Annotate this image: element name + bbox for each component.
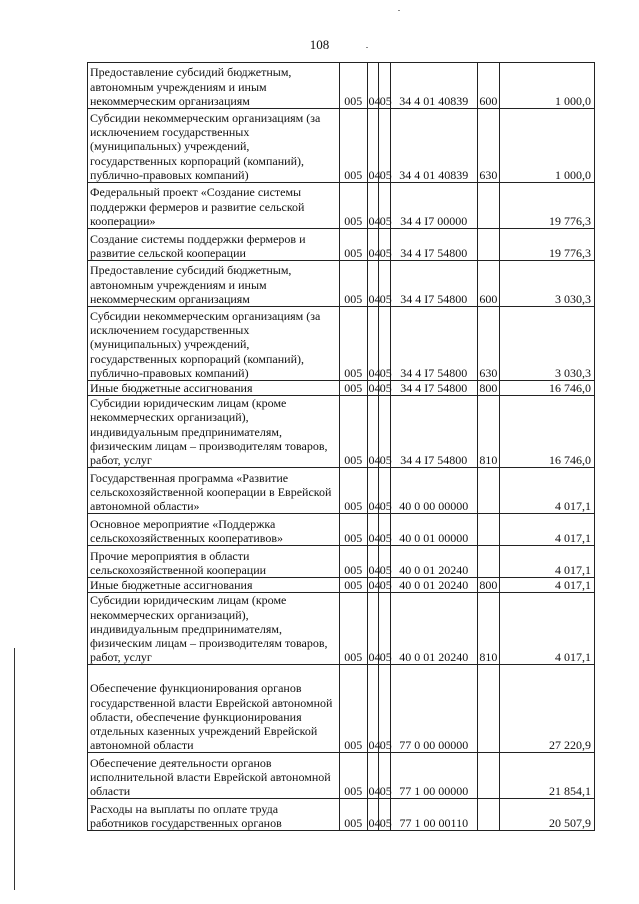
subsection-code: 05 (378, 229, 390, 261)
expense-type-code (477, 799, 499, 831)
subsection-code: 05 (378, 183, 390, 229)
amount: 3 030,3 (500, 261, 595, 307)
admin-code: 005 (339, 514, 367, 546)
section-code: 04 (367, 63, 378, 109)
table-row (88, 183, 595, 229)
table-row (88, 578, 595, 593)
budget-table-body (88, 63, 595, 831)
row-name: Обеспечение деятельности органов исполнительной власти Еврейской автономной области (88, 753, 340, 799)
section-code: 04 (368, 381, 381, 395)
amount: 3 030,3 (500, 307, 595, 381)
admin-code: 005 (339, 593, 367, 665)
row-name: Государственная программа «Развитие сельскохозяйственной кооперации в Еврейской автономной области» (88, 468, 340, 514)
table-row (88, 229, 595, 261)
table-row (88, 381, 595, 396)
row-name: Иные бюджетные ассигнования (88, 381, 340, 396)
admin-code: 005 (339, 546, 367, 578)
amount: 21 854,1 (500, 753, 595, 799)
amount: 1 000,0 (500, 109, 595, 183)
target-article-code: 34 4 01 40839 (390, 109, 477, 183)
subsection-code: 05 (378, 753, 390, 799)
row-name: Прочие мероприятия в области сельскохозяйственной кооперации (88, 546, 340, 578)
subsection-code: 05 (378, 546, 390, 578)
amount: 1 000,0 (500, 63, 595, 109)
table-row (88, 109, 595, 183)
subsection-code: 05 (378, 261, 390, 307)
section-code: 04 (367, 593, 378, 665)
section-code: 04 (367, 109, 378, 183)
expense-type-code: 810 (477, 593, 499, 665)
target-article-code: 34 4 I7 00000 (390, 183, 477, 229)
section-code: 04 (367, 665, 378, 753)
admin-code: 005 (339, 396, 367, 468)
subsection-code: 05 (378, 799, 390, 831)
table-row (88, 546, 595, 578)
section-code: 04 (367, 546, 378, 578)
target-article-code: 77 1 00 00000 (390, 753, 477, 799)
page-number: 108 (309, 37, 330, 52)
subsection-code: 05 (378, 396, 390, 468)
target-article-code: 40 0 00 00000 (390, 468, 477, 514)
target-article-code: 77 0 00 00000 (390, 665, 477, 753)
expense-type-code: 600 (477, 261, 499, 307)
admin-code: 005 (339, 307, 367, 381)
admin-code: 005 (339, 799, 367, 831)
expense-type-code: 630 (477, 109, 499, 183)
scan-speck (366, 47, 368, 48)
expense-type-code (477, 546, 499, 578)
expense-type-code: 600 (477, 63, 499, 109)
expense-type-code: 810 (477, 396, 499, 468)
row-name: Федеральный проект «Создание системы поддержки фермеров и развитие сельской кооперации» (88, 183, 340, 229)
row-name: Расходы на выплаты по оплате труда работников государственных органов (88, 799, 340, 831)
row-name: Иные бюджетные ассигнования (88, 578, 340, 593)
section-code: 04 (367, 396, 378, 468)
scan-speck (398, 10, 400, 11)
expense-type-code (477, 753, 499, 799)
row-name: Предоставление субсидий бюджетным, автономным учреждениям и иным некоммерческим организациям (88, 63, 340, 109)
expense-type-code: 800 (477, 578, 499, 593)
table-row (88, 753, 595, 799)
amount: 4 017,1 (500, 468, 595, 514)
expense-type-code (477, 468, 499, 514)
target-article-code: 40 0 01 20240 (390, 593, 477, 665)
admin-code: 005 (339, 63, 367, 109)
subsection-code: 05 (379, 578, 392, 593)
admin-code: 005 (339, 753, 367, 799)
admin-code: 005 (339, 665, 367, 753)
row-name: Основное мероприятие «Поддержка сельскохозяйственных кооперативов» (88, 514, 340, 546)
row-name: Обеспечение функционирования органов государственной власти Еврейской автономной области, обеспечение функционирования отдельных казенных учреждений Еврейской автономной области (88, 665, 340, 753)
section-code: 04 (367, 261, 378, 307)
admin-code: 005 (339, 468, 367, 514)
subsection-code: 05 (378, 665, 390, 753)
section-code: 04 (367, 468, 378, 514)
target-article-code: 40 0 01 20240 (390, 578, 477, 593)
subsection-code: 05 (378, 514, 390, 546)
row-name: Предоставление субсидий бюджетным, автономным учреждениям и иным некоммерческим организациям (88, 261, 340, 307)
target-article-code: 34 4 I7 54800 (390, 229, 477, 261)
amount: 4 017,1 (500, 578, 595, 593)
expense-type-code (477, 514, 499, 546)
amount: 4 017,1 (500, 546, 595, 578)
amount: 27 220,9 (500, 665, 595, 753)
row-name: Субсидии некоммерческим организациям (за исключением государственных (муниципальных) учреждений, государственных корпораций (компаний), публично-правовых компаний) (88, 109, 340, 183)
admin-code: 005 (339, 261, 367, 307)
table-row (88, 593, 595, 665)
target-article-code: 77 1 00 00110 (390, 799, 477, 831)
subsection-code: 05 (378, 468, 390, 514)
target-article-code: 40 0 01 20240 (390, 546, 477, 578)
table-row (88, 261, 595, 307)
section-code: 04 (367, 183, 378, 229)
target-article-code: 34 4 I7 54800 (390, 307, 477, 381)
table-row (88, 665, 595, 753)
target-article-code: 34 4 I7 54800 (390, 381, 477, 396)
amount: 16 746,0 (500, 396, 595, 468)
scan-margin-line (14, 648, 15, 890)
admin-code: 005 (339, 578, 367, 593)
expense-type-code (477, 183, 499, 229)
section-code: 04 (367, 753, 378, 799)
subsection-code: 05 (379, 381, 392, 395)
target-article-code: 34 4 01 40839 (390, 63, 477, 109)
table-row (88, 396, 595, 468)
amount: 20 507,9 (500, 799, 595, 831)
budget-table (87, 62, 595, 831)
table-row (88, 514, 595, 546)
row-name: Субсидии юридическим лицам (кроме некоммерческих организаций), индивидуальным предпринимателям, физическим лицам – производителям товаров, работ, услуг (88, 593, 340, 665)
target-article-code: 34 4 I7 54800 (390, 396, 477, 468)
admin-code: 005 (339, 183, 367, 229)
subsection-code: 05 (378, 109, 390, 183)
subsection-code: 05 (378, 307, 390, 381)
admin-code: 005 (339, 381, 367, 396)
section-code: 04 (367, 307, 378, 381)
expense-type-code: 630 (477, 307, 499, 381)
expense-type-code (477, 665, 499, 753)
amount: 4 017,1 (500, 514, 595, 546)
amount: 19 776,3 (500, 183, 595, 229)
table-row (88, 468, 595, 514)
subsection-code: 05 (378, 63, 390, 109)
section-code: 04 (368, 578, 381, 593)
target-article-code: 34 4 I7 54800 (390, 261, 477, 307)
admin-code: 005 (339, 109, 367, 183)
table-row (88, 799, 595, 831)
table-row (88, 307, 595, 381)
subsection-code: 05 (378, 593, 390, 665)
amount: 16 746,0 (500, 381, 595, 396)
admin-code: 005 (339, 229, 367, 261)
section-code: 04 (367, 229, 378, 261)
expense-type-code (477, 229, 499, 261)
row-name: Субсидии некоммерческим организациям (за исключением государственных (муниципальных) учреждений, государственных корпораций (компаний), публично-правовых компаний) (88, 307, 340, 381)
row-name: Создание системы поддержки фермеров и развитие сельской кооперации (88, 229, 340, 261)
table-row (88, 63, 595, 109)
amount: 4 017,1 (500, 593, 595, 665)
section-code: 04 (367, 799, 378, 831)
expense-type-code: 800 (477, 381, 499, 396)
amount: 19 776,3 (500, 229, 595, 261)
row-name: Субсидии юридическим лицам (кроме некоммерческих организаций), индивидуальным предпринимателям, физическим лицам – производителям товаров, работ, услуг (88, 396, 340, 468)
section-code: 04 (367, 514, 378, 546)
target-article-code: 40 0 01 00000 (390, 514, 477, 546)
